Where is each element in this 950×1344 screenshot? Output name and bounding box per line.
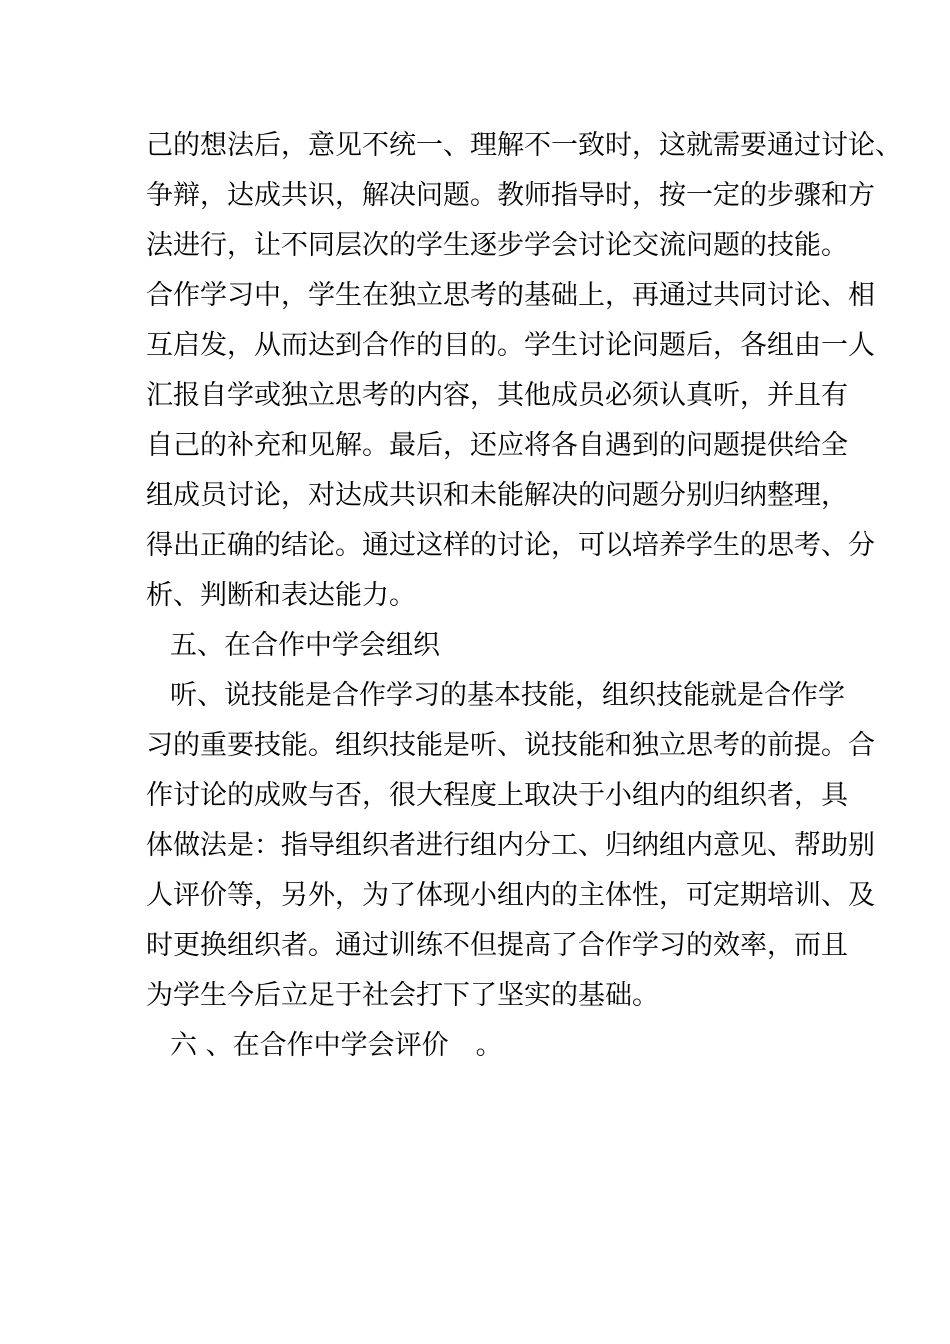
text-line: 组成员讨论，对达成共识和未能解决的问题分别归纳整理， (146, 480, 848, 511)
text-line: 得出正确的结论。通过这样的讨论，可以培养学生的思考、分 (146, 530, 875, 561)
text-line: 析、判断和表达能力。 (146, 580, 416, 611)
text-line: 人评价等，另外，为了体现小组内的主体性，可定期培训、及 (146, 880, 875, 911)
text-line: 互启发，从而达到合作的目的。学生讨论问题后，各组由一人 (146, 330, 875, 361)
text-line: 法进行，让不同层次的学生逐步学会讨论交流问题的技能。 (146, 230, 848, 261)
text-line: 作讨论的成败与否，很大程度上取决于小组内的组织者，具 (146, 780, 848, 811)
section-heading: 五、在合作中学会组织 (170, 630, 440, 661)
text-line: 争辩，达成共识，解决问题。教师指导时，按一定的步骤和方 (146, 180, 875, 211)
text-line: 时更换组织者。通过训练不但提高了合作学习的效率，而且 (146, 930, 848, 961)
text-line: 习的重要技能。组织技能是听、说技能和独立思考的前提。合 (146, 730, 875, 761)
text-line: 听、说技能是合作学习的基本技能，组织技能就是合作学 (170, 680, 845, 711)
text-line: 自己的补充和见解。最后，还应将各自遇到的问题提供给全 (146, 430, 848, 461)
text-line: 体做法是：指导组织者进行组内分工、归纳组内意见、帮助别 (146, 830, 875, 861)
section-heading: 六 、在合作中学会评价 。 (170, 1030, 503, 1061)
text-line: 己的想法后，意见不统一、理解不一致时，这就需要通过讨论、 (146, 130, 902, 161)
text-line: 合作学习中，学生在独立思考的基础上，再通过共同讨论、相 (146, 280, 875, 311)
text-line: 为学生今后立足于社会打下了坚实的基础。 (146, 980, 659, 1011)
text-line: 汇报自学或独立思考的内容，其他成员必须认真听，并且有 (146, 380, 848, 411)
